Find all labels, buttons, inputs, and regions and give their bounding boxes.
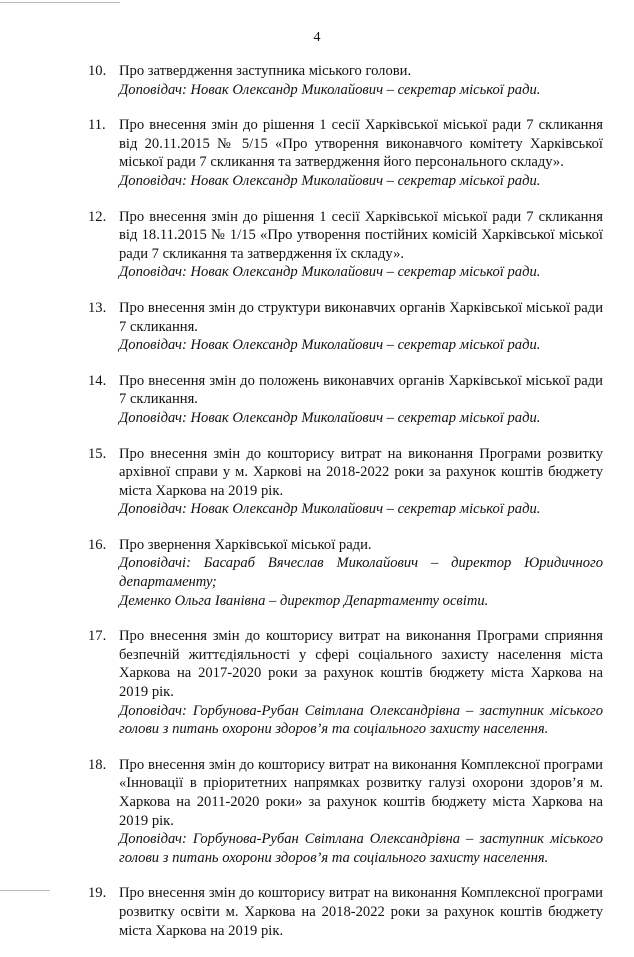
agenda-item-19 — [88, 884, 603, 940]
agenda-item-16 — [88, 536, 603, 610]
item-speaker: Доповідач: Новак Олександр Миколайович – секретар міської ради. — [119, 409, 541, 426]
item-title: Про внесення змін до кошторису витрат на виконання Комплексної програми розвитку освіти м. Харкова на 2018-2022 роки за рахунок коштів бюджету міста Харкова на 2019 рік. — [119, 885, 603, 939]
agenda-item-18 — [88, 756, 603, 868]
item-title: Про внесення змін до положень виконавчих органів Харківської міської ради 7 скликання. — [119, 372, 603, 408]
item-title: Про затвердження заступника міського голови. — [119, 63, 412, 79]
item-number: 15. — [88, 445, 107, 462]
item-speaker-second: Деменко Ольга Іванівна – директор Департаменту освіти. — [119, 592, 489, 609]
scan-edge-bottom — [0, 890, 50, 891]
item-number: 14. — [88, 372, 107, 389]
agenda-list — [88, 62, 603, 957]
item-speaker: Доповідач: Новак Олександр Миколайович – секретар міської ради. — [119, 337, 541, 354]
item-title: Про внесення змін до кошторису витрат на виконання Програми сприяння безпечній життєдіяльності у сфері соціального захисту населення міста Харкова на 2017-2020 роки за рахунок коштів бюджету міста Харкова на 2019 рік. — [119, 628, 603, 701]
item-speaker: Доповідачі: Басараб Вячеслав Миколайович – директор Юридичного департаменту; — [119, 555, 603, 591]
item-number: 19. — [88, 885, 107, 902]
item-title: Про внесення змін до рішення 1 сесії Харківської міської ради 7 скликання від 20.11.2015 № 5/15 «Про утворення виконавчого комітету Харківської міської ради 7 скликання та затвердження його персонального складу». — [119, 117, 603, 171]
item-number: 17. — [88, 628, 107, 645]
agenda-item-10 — [88, 62, 603, 99]
agenda-item-14 — [88, 372, 603, 428]
item-speaker: Доповідач: Новак Олександр Миколайович – секретар міської ради. — [119, 81, 541, 98]
agenda-item-12 — [88, 208, 603, 282]
agenda-item-11 — [88, 116, 603, 190]
item-title: Про внесення змін до кошторису витрат на виконання Комплексної програми «Інновації в пріоритетних напрямках розвитку галузі охорони здоров’я м. Харкова на 2011-2020 роки» за рахунок коштів бюджету міста Харкова на 2019 рік. — [119, 756, 603, 829]
item-number: 16. — [88, 536, 107, 553]
item-title: Про внесення змін до структури виконавчих органів Харківської міської ради 7 скликання. — [119, 299, 603, 335]
item-speaker: Доповідач: Горбунова-Рубан Світлана Олександрівна – заступник міського голови з питань охорони здоров’я та соціального захисту населення. — [119, 831, 603, 866]
item-title: Про внесення змін до рішення 1 сесії Харківської міської ради 7 скликання від 18.11.2015 № 1/15 «Про утворення постійних комісій Харківської міської ради 7 скликання та затвердження їх складу». — [119, 208, 603, 262]
item-speaker: Доповідач: Новак Олександр Миколайович – секретар міської ради. — [119, 501, 541, 518]
item-number: 13. — [88, 299, 107, 316]
item-speaker: Доповідач: Горбунова-Рубан Світлана Олександрівна – заступник міського голови з питань охорони здоров’я та соціального захисту населення. — [119, 702, 603, 738]
item-number: 18. — [88, 756, 107, 773]
item-title: Про звернення Харківської міської ради. — [119, 536, 372, 553]
agenda-item-17 — [88, 627, 603, 739]
scan-edge-top — [0, 2, 120, 3]
item-speaker: Доповідач: Новак Олександр Миколайович – секретар міської ради. — [119, 264, 541, 281]
item-number: 10. — [88, 63, 107, 79]
page-number: 4 — [313, 30, 321, 45]
item-title: Про внесення змін до кошторису витрат на виконання Програми розвитку архівної справи у м. Харкові на 2018-2022 роки за рахунок коштів бюджету міста Харкова на 2019 рік. — [119, 445, 603, 499]
agenda-item-13 — [88, 299, 603, 355]
item-number: 11. — [88, 117, 106, 134]
item-speaker: Доповідач: Новак Олександр Миколайович – секретар міської ради. — [119, 172, 541, 189]
agenda-item-15 — [88, 445, 603, 519]
item-number: 12. — [88, 208, 107, 225]
